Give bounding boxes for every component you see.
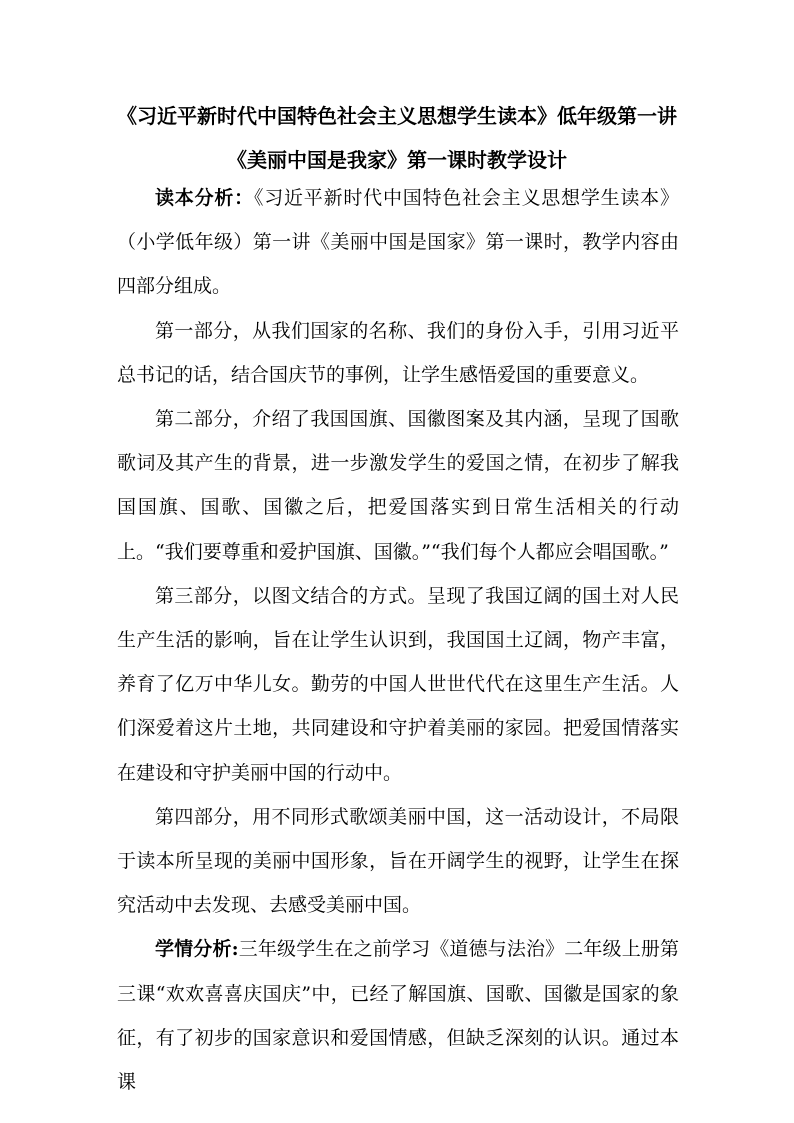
paragraph-label: 读本分析：: [155, 187, 254, 209]
paragraph-text: 第一部分，从我们国家的名称、我们的身份入手，引用习近平总书记的话，结合国庆节的事例，让学生感悟爱国的重要意义。: [117, 319, 679, 386]
paragraph-part-three: [117, 574, 679, 795]
paragraph-label: 学情分析:: [155, 938, 239, 961]
paragraph-learner-analysis: [117, 927, 679, 1104]
paragraph-part-two: [117, 397, 679, 574]
paragraph-text: 第三部分，以图文结合的方式。呈现了我国辽阔的国土对人民生产生活的影响，旨在让学生认识到，我国国土辽阔，物产丰富，养育了亿万中华儿女。勤劳的中国人世世代代在这里生产生活。人们深爱着这片土地，共同建设和守护着美丽的家园。把爱国情落实在建设和守护美丽中国的行动中。: [117, 584, 679, 784]
paragraph-reading-analysis: [117, 176, 679, 309]
document-body: [117, 176, 679, 1104]
paragraph-part-four: [117, 795, 679, 928]
paragraph-text: 第二部分，介绍了我国国旗、国徽图案及其内涵，呈现了国歌歌词及其产生的背景，进一步激发学生的爱国之情，在初步了解我国国旗、国歌、国徽之后，把爱国落实到日常生活相关的行动上。“我们要尊重和爱护国旗、国徽。”“我们每个人都应会唱国歌。”: [117, 408, 679, 563]
document-title-line-2: 《美丽中国是我家》第一课时教学设计: [227, 148, 567, 172]
paragraph-text: 第四部分，用不同形式歌颂美丽中国，这一活动设计，不局限于读本所呈现的美丽中国形象，旨在开阔学生的视野，让学生在探究活动中去发现、去感受美丽中国。: [117, 805, 679, 917]
paragraph-part-one: [117, 309, 679, 397]
paragraph-text: 三年级学生在之前学习《道德与法治》二年级上册第三课“欢欢喜喜庆国庆”中，已经了解国旗、国歌、国徽是国家的象征，有了初步的国家意识和爱国情感，但缺乏深刻的认识。通过本课: [117, 938, 679, 1094]
document-title-line-1: 《习近平新时代中国特色社会主义思想学生读本》低年级第一讲: [117, 104, 677, 128]
paragraph-text: 《习近平新时代中国特色社会主义思想学生读本》（小学低年级）第一讲《美丽中国是国家》第一课时，教学内容由四部分组成。: [117, 187, 679, 298]
